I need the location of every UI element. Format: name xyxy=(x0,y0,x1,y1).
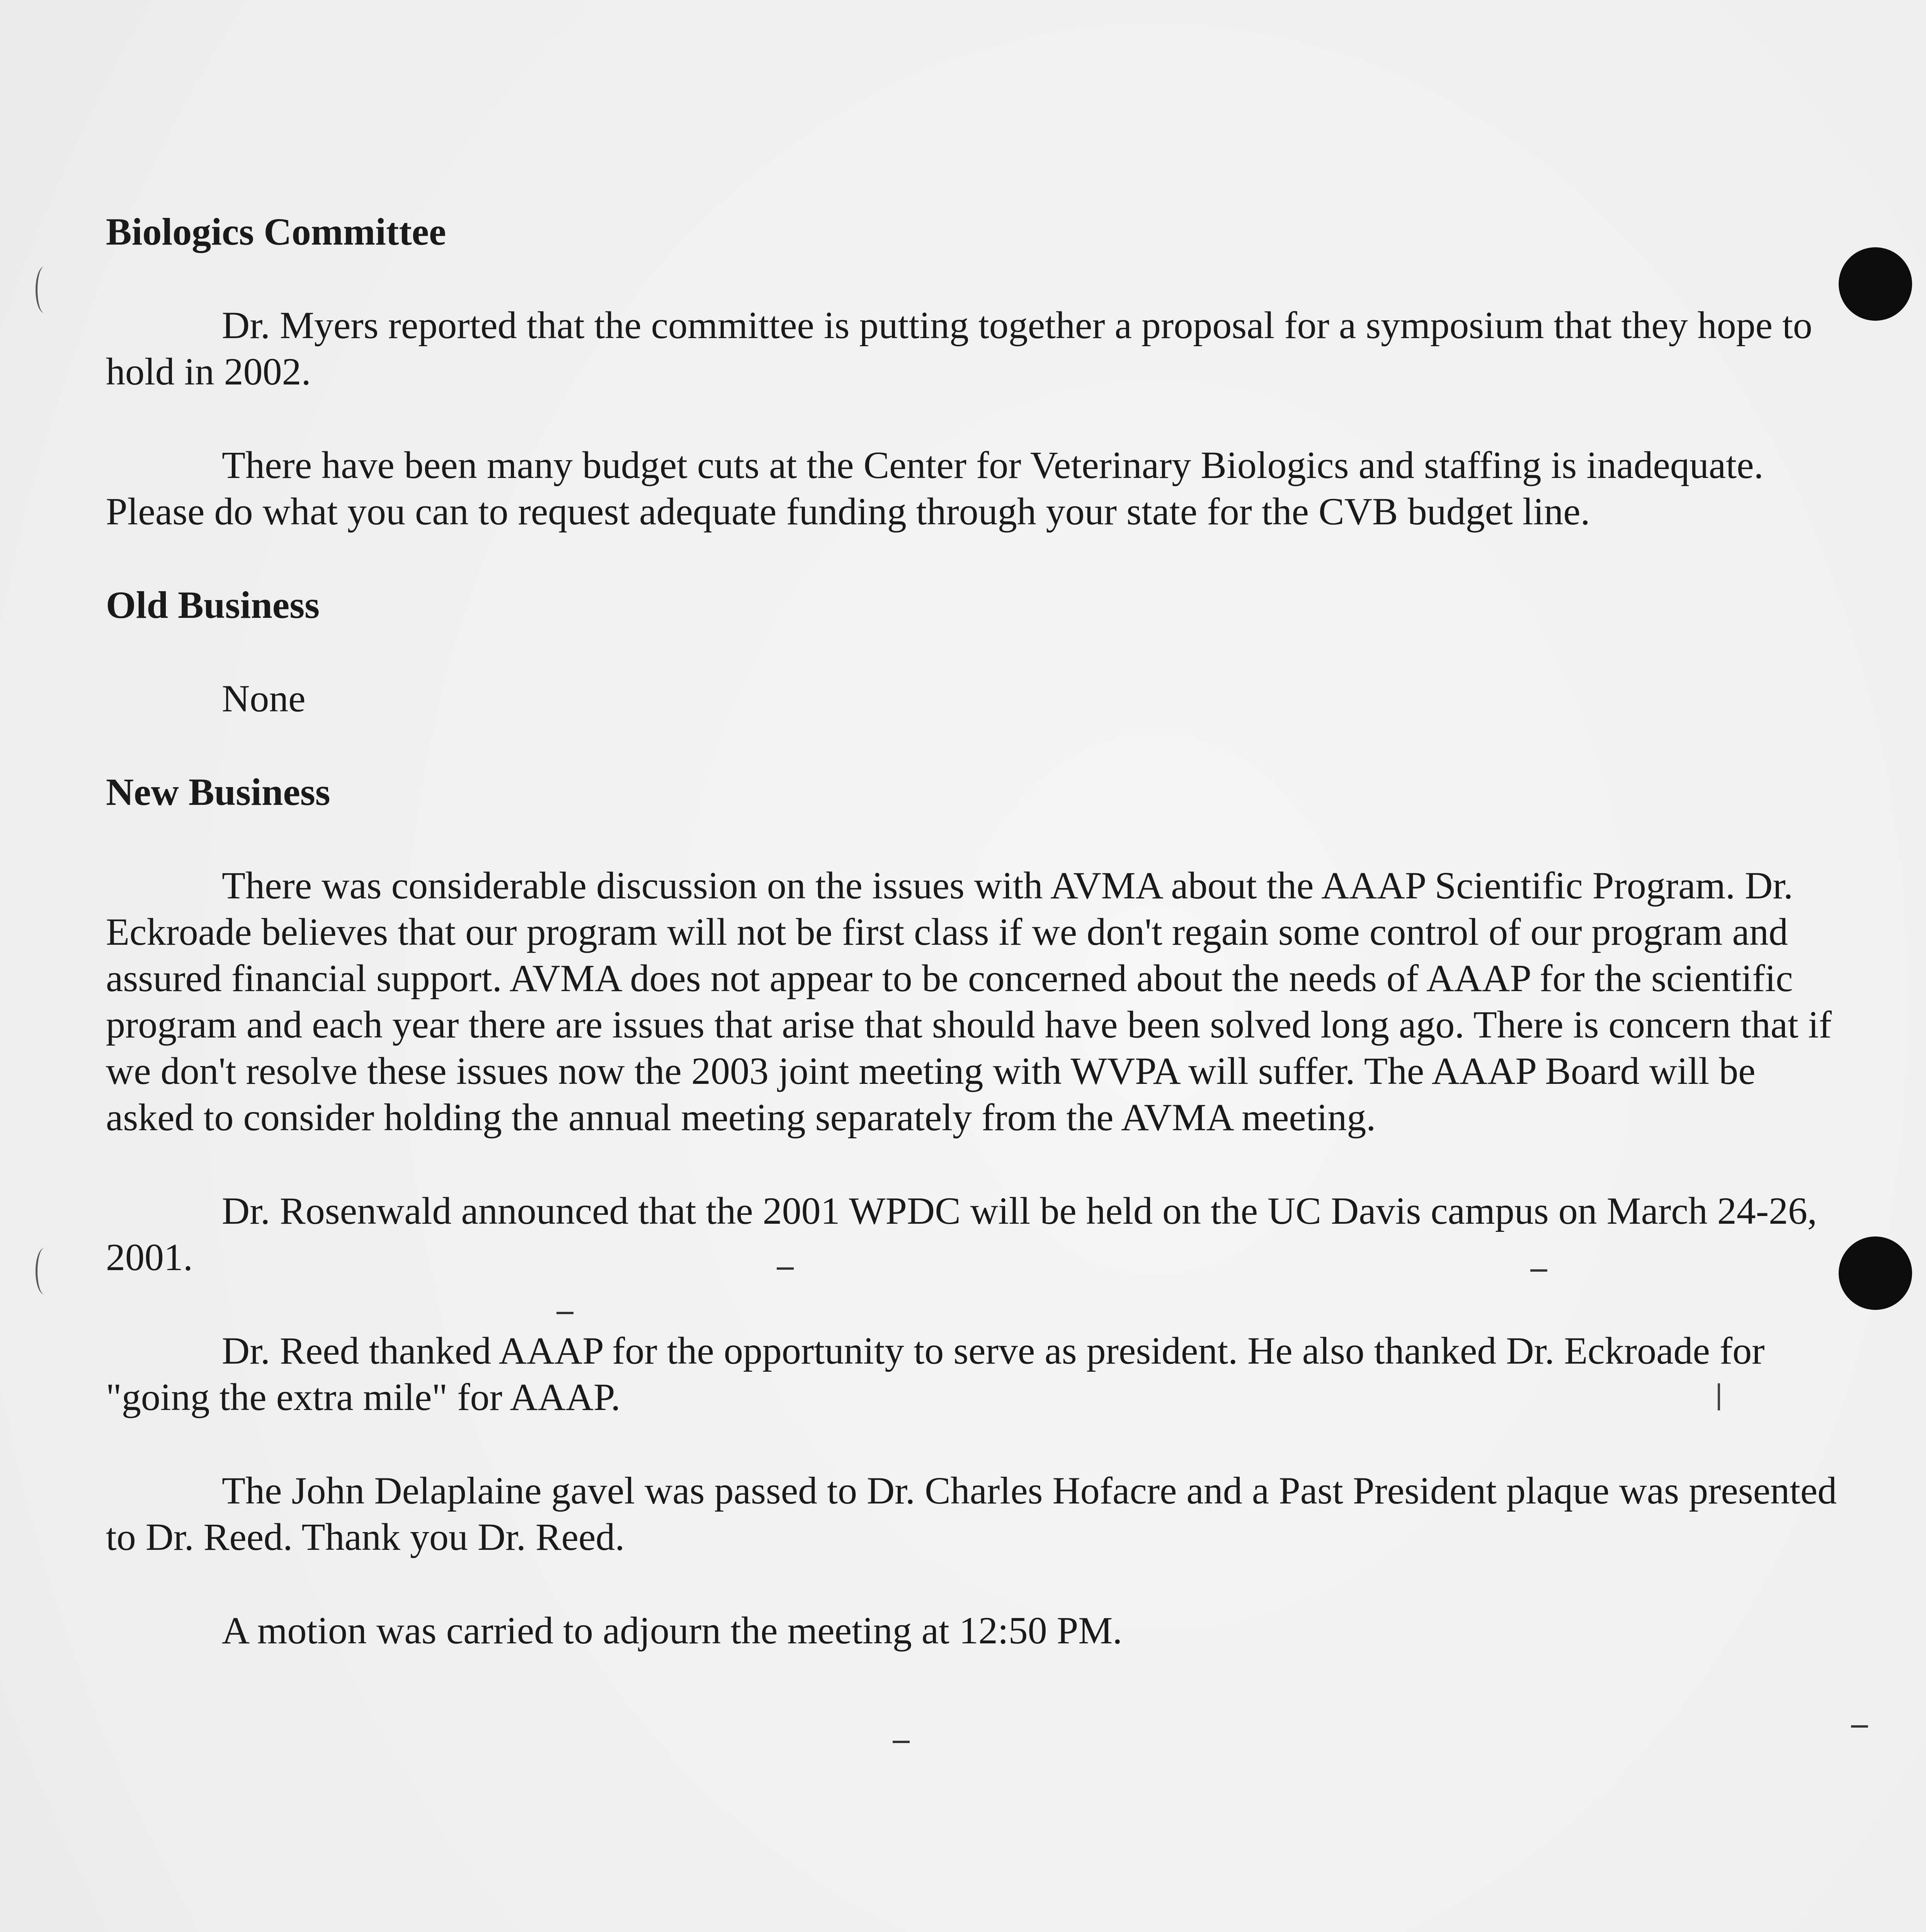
paragraph: Dr. Myers reported that the committee is putting together a proposal for a symposium that they hope to hold in 2002. xyxy=(106,304,1812,393)
paragraph: Dr. Rosenwald announced that the 2001 WPDC will be held on the UC Davis campus on March 24-26, 2001. xyxy=(106,1189,1817,1279)
scan-artifact xyxy=(36,267,53,313)
document-body xyxy=(106,209,1853,1701)
section-heading: Old Business xyxy=(106,583,320,626)
paragraph: The John Delaplaine gavel was passed to Dr. Charles Hofacre and a Past President plaque was presented to Dr. Reed. Thank you Dr. Reed. xyxy=(106,1469,1837,1558)
scan-artifact xyxy=(1851,1725,1868,1728)
scan-artifact xyxy=(893,1741,910,1743)
paragraph: None xyxy=(222,677,306,720)
section-heading: Biologics Committee xyxy=(106,210,446,253)
scan-artifact xyxy=(36,1248,53,1294)
paragraph: A motion was carried to adjourn the meeting at 12:50 PM. xyxy=(222,1609,1123,1652)
section-biologics-committee xyxy=(106,209,1853,535)
paragraph: Dr. Reed thanked AAAP for the opportunity to serve as president. He also thanked Dr. Eckroade for "going the extra mile" for AAAP. xyxy=(106,1329,1765,1418)
section-heading: New Business xyxy=(106,770,330,813)
paragraph: There have been many budget cuts at the Center for Veterinary Biologics and staffing is inadequate. Please do what you can to request adequate funding through your state for the CVB budget line. xyxy=(106,444,1764,533)
section-old-business xyxy=(106,582,1853,722)
section-new-business xyxy=(106,769,1853,1654)
paragraph: There was considerable discussion on the issues with AVMA about the AAAP Scientific Program. Dr. Eckroade believes that our program will not be first class if we don't regain some control of our program and assured financial support. AVMA does not appear to be concerned about the needs of AAAP for the scientific program and each year there are issues that arise that should have been solved long ago. There is concern that if we don't resolve these issues now the 2003 joint meeting with WVPA will suffer. The AAAP Board will be asked to consider holding the annual meeting separately from the AVMA meeting. xyxy=(106,864,1832,1139)
